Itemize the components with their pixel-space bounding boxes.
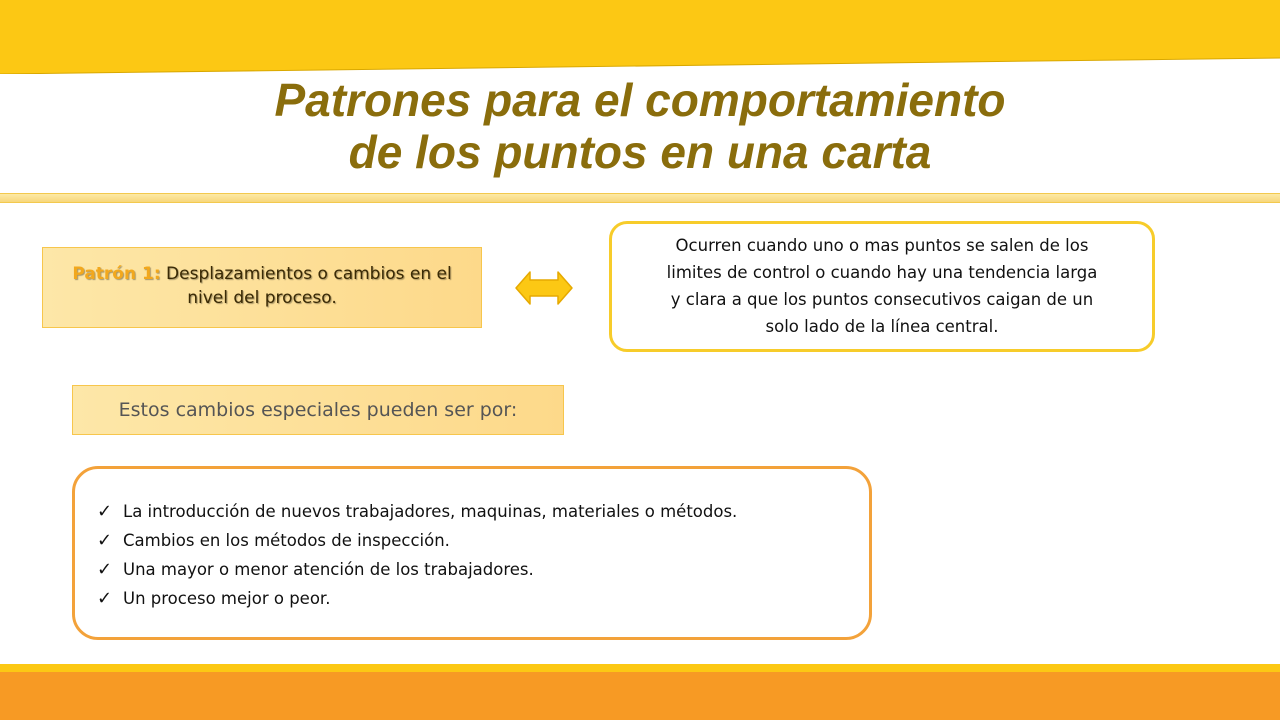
title-divider — [0, 193, 1280, 203]
check-icon: ✓ — [97, 501, 113, 522]
list-item — [97, 555, 849, 584]
check-icon: ✓ — [97, 530, 113, 551]
footer-bar — [0, 672, 1280, 720]
causes-list-box — [72, 466, 872, 640]
left-right-arrow-icon — [515, 270, 573, 306]
pattern-text-line-2: nivel del proceso. — [187, 288, 337, 308]
list-item — [97, 497, 849, 526]
description-line-2: limites de control o cuando hay una tendencia larga — [666, 263, 1098, 282]
title-line-1: Patrones para el comportamiento — [274, 74, 1006, 126]
list-item-text: Un proceso mejor o peor. — [123, 589, 331, 608]
description-box — [609, 221, 1155, 352]
description-line-1: Ocurren cuando uno o mas puntos se salen de los — [675, 236, 1089, 255]
special-causes-heading: Estos cambios especiales pueden ser por: — [72, 385, 564, 435]
description-line-4: solo lado de la línea central. — [765, 317, 999, 336]
check-icon: ✓ — [97, 559, 113, 580]
top-banner — [0, 0, 1280, 74]
list-item — [97, 584, 849, 613]
pattern-text-line-1: Desplazamientos o cambios en el — [166, 264, 452, 284]
list-item-text: Cambios en los métodos de inspección. — [123, 531, 450, 550]
check-icon: ✓ — [97, 588, 113, 609]
pattern-box — [42, 247, 482, 328]
list-item-text: Una mayor o menor atención de los trabajadores. — [123, 560, 534, 579]
footer-accent-line — [0, 664, 1280, 672]
slide-title — [140, 74, 1140, 178]
pattern-label: Patrón 1: — [72, 264, 161, 284]
causes-list — [97, 497, 849, 613]
list-item-text: La introducción de nuevos trabajadores, maquinas, materiales o métodos. — [123, 502, 738, 521]
title-line-2: de los puntos en una carta — [348, 126, 932, 178]
description-line-3: y clara a que los puntos consecutivos caigan de un — [670, 290, 1094, 309]
list-item — [97, 526, 849, 555]
